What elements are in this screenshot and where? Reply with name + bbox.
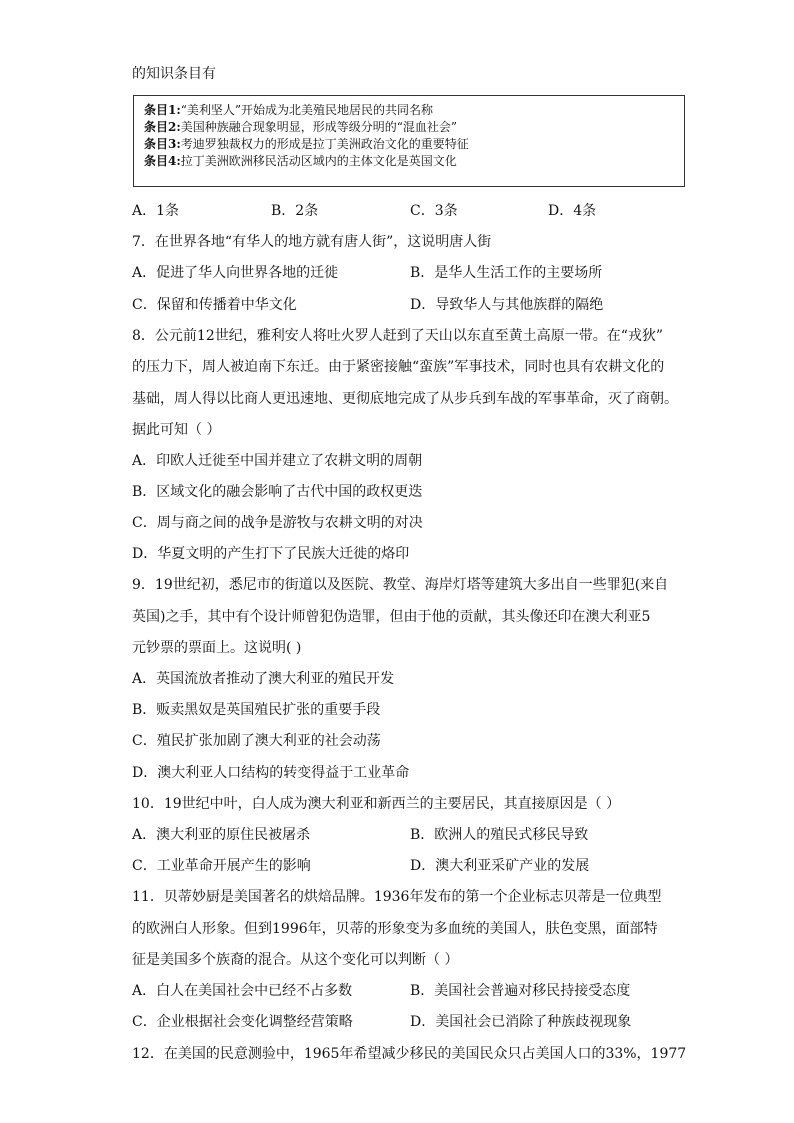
box-item-text: 拉丁美洲欧洲移民活动区域内的主体文化是英国文化 xyxy=(180,154,457,168)
q11-stem-line-2: 的欧洲白人形象。但到1996年，贝蒂的形象变为多血统的美国人，肤色变黑，面部特 xyxy=(132,921,658,937)
q6-option-b: B．2条 xyxy=(271,203,319,219)
q8-option-a: A．印欧人迁徙至中国并建立了农耕文明的周朝 xyxy=(132,453,423,469)
q7-option-a: A．促进了华人向世界各地的迁徙 xyxy=(132,265,339,281)
q6-option-a: A．1条 xyxy=(132,203,180,219)
q8-option-c: C．周与商之间的战争是游牧与农耕文明的对决 xyxy=(132,515,423,531)
box-item-2 xyxy=(144,119,457,135)
q8-option-d: D．华夏文明的产生打下了民族大迁徙的烙印 xyxy=(132,546,410,562)
q9-stem-line-2: 英国)之手，其中有个设计师曾犯伪造罪，但由于他的贡献，其头像还印在澳大利亚5 xyxy=(132,609,651,625)
q10-option-a: A．澳大利亚的原住民被屠杀 xyxy=(132,827,311,843)
box-item-3 xyxy=(144,136,469,152)
box-item-4 xyxy=(144,153,457,169)
intro-line: 的知识条目有 xyxy=(132,66,216,82)
q11-stem-line-3: 征是美国多个族裔的混合。从这个变化可以判断（ ） xyxy=(132,952,459,968)
q8-stem-line-4: 据此可知（ ） xyxy=(132,422,221,438)
box-item-label: 条目3: xyxy=(144,137,181,151)
q9-option-b: B．贩卖黑奴是英国殖民扩张的重要手段 xyxy=(132,702,381,718)
q8-stem-line-3: 基础，周人得以比商人更迅速地、更彻底地完成了从步兵到车战的军事革命，灭了商朝。 xyxy=(132,391,678,407)
q7-option-d: D．导致华人与其他族群的隔绝 xyxy=(410,297,604,313)
q6-option-c: C．3条 xyxy=(410,203,458,219)
q8-stem-line-1: 8．公元前12世纪，雅利安人将吐火罗人赶到了天山以东直至黄土高原一带。在“戎狄” xyxy=(132,328,664,344)
q7-stem: 7．在世界各地“有华人的地方就有唐人街”，这说明唐人街 xyxy=(132,234,492,250)
q11-option-c: C．企业根据社会变化调整经营策略 xyxy=(132,1014,353,1030)
q9-option-c: C．殖民扩张加剧了澳大利亚的社会动荡 xyxy=(132,733,381,749)
q9-option-d: D．澳大利亚人口结构的转变得益于工业革命 xyxy=(132,765,410,781)
knowledge-items-box xyxy=(133,95,685,187)
q8-stem-line-2: 的压力下，周人被迫南下东迁。由于紧密接触“蛮族”军事技术，同时也具有农耕文化的 xyxy=(132,359,665,375)
box-item-label: 条目2: xyxy=(144,120,181,134)
q11-option-b: B．美国社会普遍对移民持接受态度 xyxy=(410,983,631,999)
q6-option-d: D．4条 xyxy=(548,203,597,219)
box-item-1 xyxy=(144,102,433,118)
q9-option-a: A．英国流放者推动了澳大利亚的殖民开发 xyxy=(132,671,395,687)
q10-option-b: B．欧洲人的殖民式移民导致 xyxy=(410,827,589,843)
q11-stem-line-1: 11．贝蒂妙厨是美国著名的烘焙品牌。1936年发布的第一个企业标志贝蒂是一位典型 xyxy=(132,889,662,905)
q11-option-a: A．白人在美国社会中已经不占多数 xyxy=(132,983,353,999)
q8-option-b: B．区域文化的融会影响了古代中国的政权更迭 xyxy=(132,484,423,500)
q10-stem: 10．19世纪中叶，白人成为澳大利亚和新西兰的主要居民，其直接原因是（ ） xyxy=(132,796,621,812)
box-item-text: 美国种族融合现象明显，形成等级分明的“混血社会” xyxy=(180,120,458,134)
q9-stem-line-3: 元钞票的票面上。这说明( ) xyxy=(132,640,302,656)
box-item-label: 条目4: xyxy=(144,154,181,168)
box-item-text: 考迪罗独裁权力的形成是拉丁美洲政治文化的重要特征 xyxy=(180,137,469,151)
q10-option-d: D．澳大利亚采矿产业的发展 xyxy=(410,858,590,874)
q11-option-d: D．美国社会已消除了种族歧视现象 xyxy=(410,1014,632,1030)
q9-stem-line-1: 9．19世纪初，悉尼市的街道以及医院、教堂、海岸灯塔等建筑大多出自一些罪犯(来自 xyxy=(132,577,669,593)
q10-option-c: C．工业革命开展产生的影响 xyxy=(132,858,311,874)
box-item-label: 条目1: xyxy=(144,103,181,117)
q7-option-b: B．是华人生活工作的主要场所 xyxy=(410,265,603,281)
box-item-text: “美利坚人”开始成为北美殖民地居民的共同名称 xyxy=(180,103,434,117)
q7-option-c: C．保留和传播着中华文化 xyxy=(132,297,297,313)
q12-stem: 12．在美国的民意测验中，1965年希望减少移民的美国民众只占美国人口的33%，1977 xyxy=(132,1046,687,1062)
